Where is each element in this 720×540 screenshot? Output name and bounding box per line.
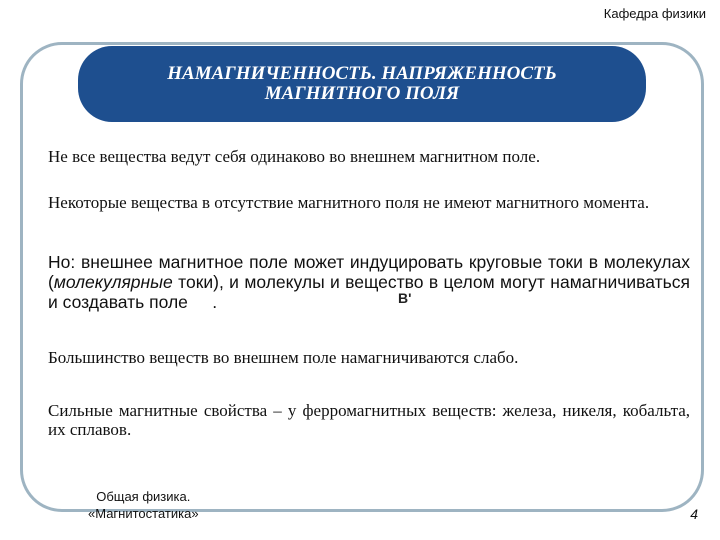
slide-title xyxy=(78,46,646,122)
department-label: Кафедра физики xyxy=(603,6,706,21)
vector-b-prime: B' xyxy=(398,290,412,306)
paragraph-5: Сильные магнитные свойства – у ферромагнитных веществ: железа, никеля, кобальта, их сплавов. xyxy=(48,401,690,439)
paragraph-3-end: . xyxy=(187,292,218,312)
paragraph-3-text-a: Но: внешнее магнитное поле может индуцировать круговые токи в молекулах ( xyxy=(48,252,690,292)
page-number: 4 xyxy=(690,506,698,522)
paragraph-3 xyxy=(48,252,690,312)
paragraph-2: Некоторые вещества в отсутствие магнитного поля не имеют магнитного момента. xyxy=(48,193,650,212)
paragraph-3-italic: молекулярные xyxy=(53,272,173,292)
title-line-2: МАГНИТНОГО ПОЛЯ xyxy=(264,83,460,104)
title-line-1: НАМАГНИЧЕННОСТЬ. НАПРЯЖЕННОСТЬ xyxy=(167,63,557,84)
course-line-2: «Магнитостатика» xyxy=(88,506,199,521)
paragraph-1: Не все вещества ведут себя одинаково во внешнем магнитном поле. xyxy=(48,147,541,166)
course-label xyxy=(88,488,199,522)
course-line-1: Общая физика. xyxy=(96,489,191,504)
paragraph-3-text-b: токи), и молекулы и вещество в целом могут намагничиваться и создавать поле xyxy=(48,272,690,312)
paragraph-4: Большинство веществ во внешнем поле намагничиваются слабо. xyxy=(48,348,519,367)
